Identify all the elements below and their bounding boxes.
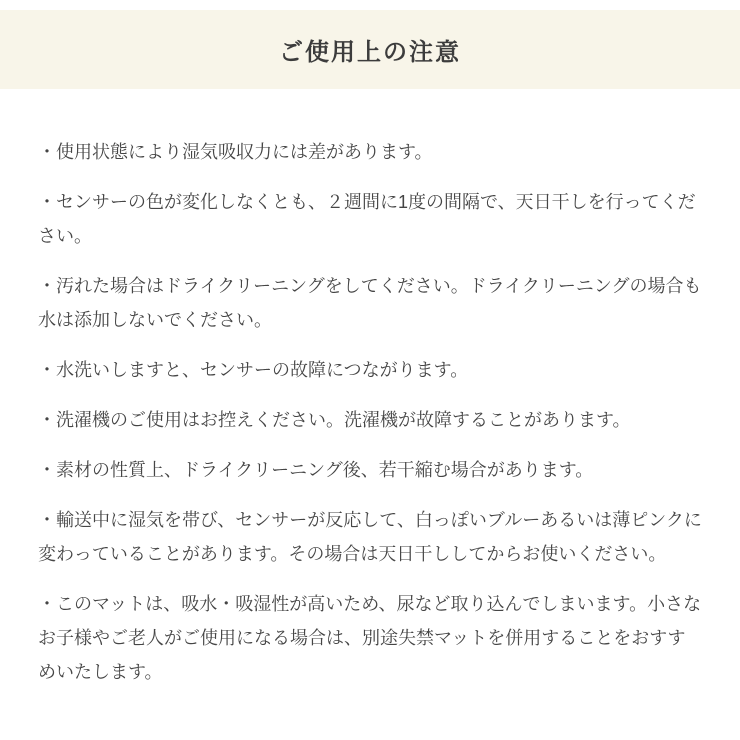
note-item-usage-variation: ・使用状態により湿気吸収力には差があります。 bbox=[38, 142, 433, 162]
note-item-no-washing-machine: ・洗濯機のご使用はお控えください。洗濯機が故障することがあります。 bbox=[38, 410, 631, 430]
note-item-absorbency-warning: ・このマットは、吸水・吸湿性が高いため、尿など取り込んでしまいます。小さなお子様やご老人がご使用になる場合は、別途失禁マットを併用することをおすすめいたします。 bbox=[38, 594, 702, 682]
note-item-shrinkage: ・素材の性質上、ドライクリーニング後、若干縮む場合があります。 bbox=[38, 460, 594, 480]
note-item-sun-dry-interval: ・センサーの色が変化しなくとも、２週間に1度の間隔で、天日干しを行ってください。 bbox=[38, 192, 696, 246]
page-title: ご使用上の注意 bbox=[279, 39, 461, 66]
notice-header bbox=[0, 10, 740, 89]
note-item-no-water-wash: ・水洗いしますと、センサーの故障につながります。 bbox=[38, 360, 469, 380]
notice-body bbox=[0, 89, 740, 689]
note-item-shipping-moisture: ・輸送中に湿気を帯び、センサーが反応して、白っぽいブルーあるいは薄ピンクに変わっていることがあります。その場合は天日干ししてからお使いください。 bbox=[38, 510, 702, 564]
note-item-dry-cleaning: ・汚れた場合はドライクリーニングをしてください。ドライクリーニングの場合も水は添加しないでください。 bbox=[38, 276, 702, 330]
